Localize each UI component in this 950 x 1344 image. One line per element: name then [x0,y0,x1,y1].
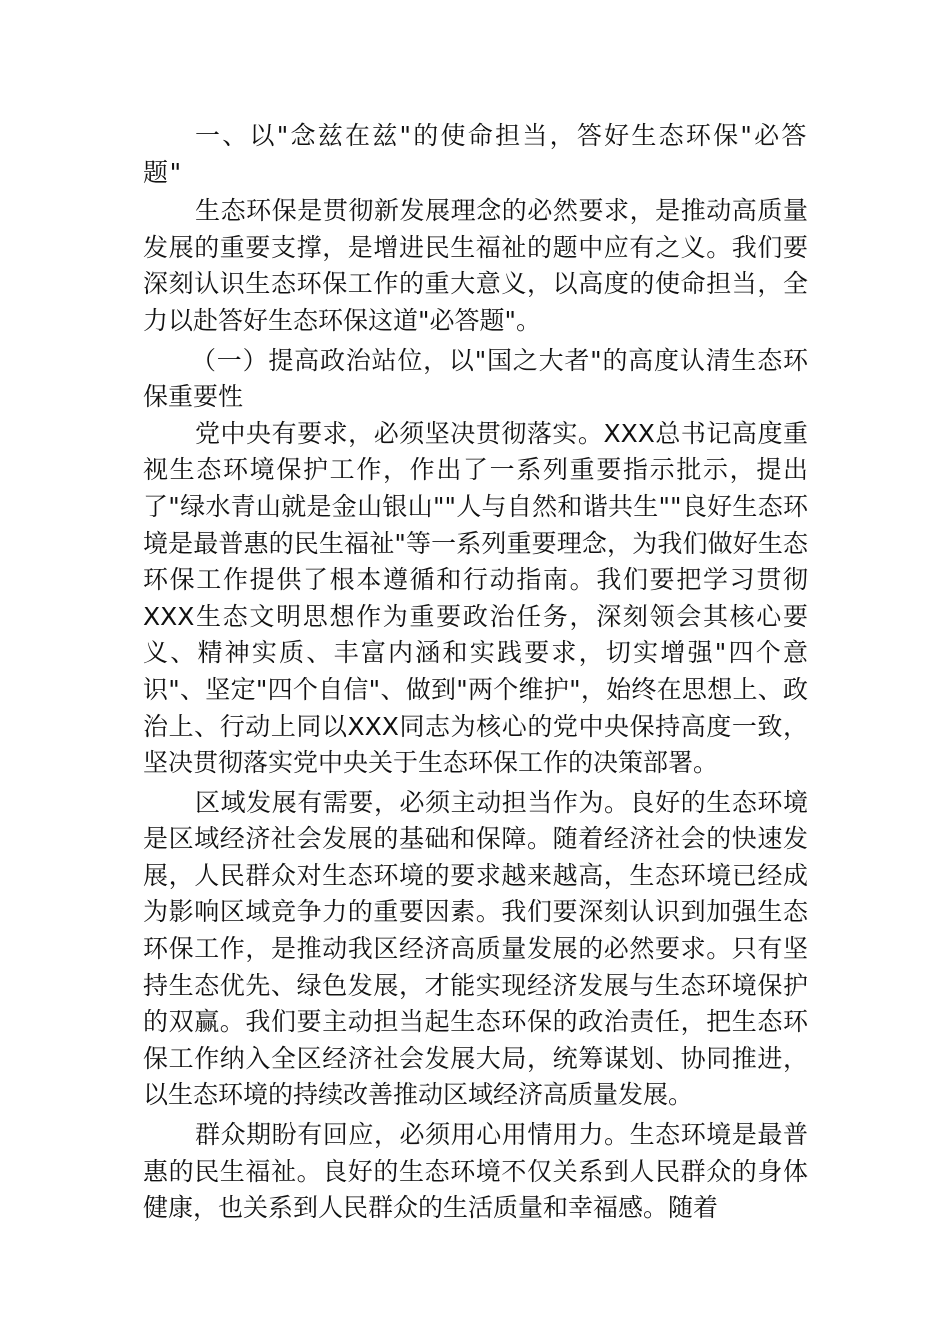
subsection-heading: （一）提高政治站位，以"国之大者"的高度认清生态环保重要性 [143,345,808,412]
intro-paragraph: 生态环保是贯彻新发展理念的必然要求，是推动高质量发展的重要支撑，是增进民生福祉的题中应有之义。我们要深刻认识生态环保工作的重大意义，以高度的使命担当，全力以赴答好生态环保这道"必答题"。 [143,196,808,335]
body-paragraph-2: 区域发展有需要，必须主动担当作为。良好的生态环境是区域经济社会发展的基础和保障。随着经济社会的快速发展，人民群众对生态环境的要求越来越高，生态环境已经成为影响区域竞争力的重要因素。我们要深刻认识到加强生态环保工作，是推动我区经济高质量发展的必然要求。只有坚持生态优先、绿色发展，才能实现经济发展与生态环境保护的双赢。我们要主动担当起生态环保的政治责任，把生态环保工作纳入全区经济社会发展大局，统筹谋划、协同推进，以生态环境的持续改善推动区域经济高质量发展。 [143,787,808,1110]
body-paragraph-3: 群众期盼有回应，必须用心用情用力。生态环境是最普惠的民生福祉。良好的生态环境不仅关系到人民群众的身体健康，也关系到人民群众的生活质量和幸福感。随着 [143,1120,808,1223]
section-heading: 一、以"念兹在兹"的使命担当，答好生态环保"必答题" [143,121,808,187]
body-paragraph-1: 党中央有要求，必须坚决贯彻落实。XXX总书记高度重视生态环境保护工作，作出了一系列重要指示批示，提出了"绿水青山就是金山银山""人与自然和谐共生""良好生态环境是最普惠的民生福祉"等一系列重要理念，为我们做好生态环保工作提供了根本遵循和行动指南。我们要把学习贯彻XXX生态文明思想作为重要政治任务，深刻领会其核心要义、精神实质、丰富内涵和实践要求，切实增强"四个意识"、坚定"四个自信"、做到"两个维护"，始终在思想上、政治上、行动上同以XXX同志为核心的党中央保持高度一致，坚决贯彻落实党中央关于生态环保工作的决策部署。 [143,418,808,778]
document-page [143,118,808,1230]
